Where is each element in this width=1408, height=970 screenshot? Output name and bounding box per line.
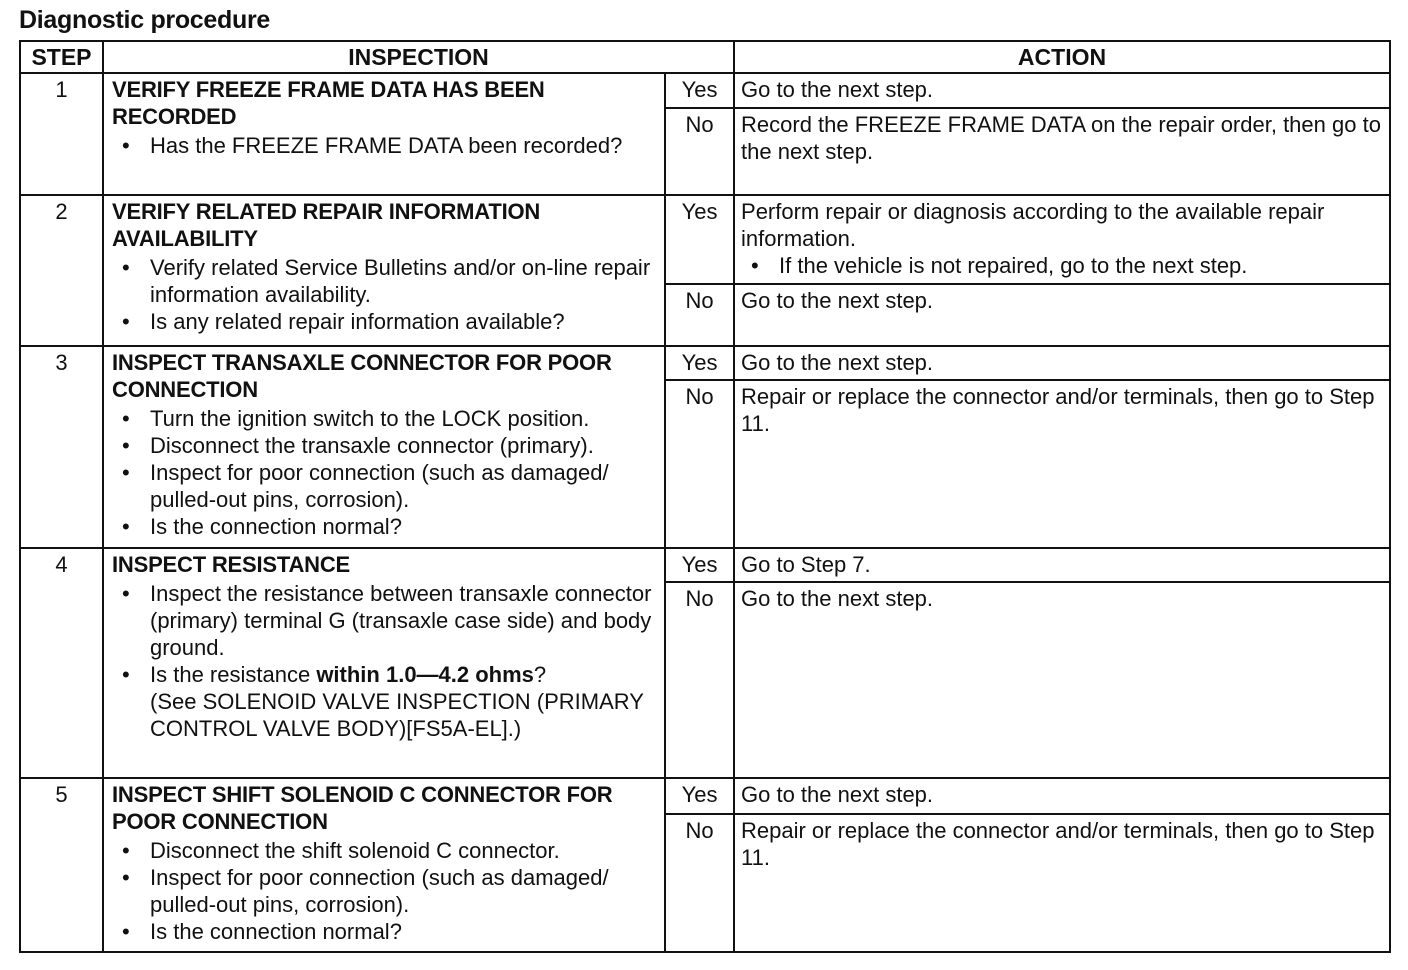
yes-label: Yes xyxy=(665,195,734,284)
bullet-text: ? xyxy=(533,662,547,687)
no-action: Repair or replace the connector and/or terminals, then go to Step 11. xyxy=(734,814,1390,952)
page-title: Diagnostic procedure xyxy=(19,6,270,34)
inspection-cell xyxy=(103,73,665,195)
inspection-cell xyxy=(103,548,665,778)
inspection-bullet-resistance xyxy=(150,661,658,742)
inspection-heading: INSPECT RESISTANCE xyxy=(112,552,351,577)
inspection-bullet: • Verify related Service Bulletins and/or on-line repair information availability. xyxy=(150,254,658,308)
inspection-bullet: • Disconnect the transaxle connector (primary). xyxy=(150,432,658,459)
inspection-bullet: • Turn the ignition switch to the LOCK position. xyxy=(150,405,658,432)
yes-action: Go to the next step. xyxy=(734,73,1390,108)
header-inspection: INSPECTION xyxy=(103,41,734,73)
step-number: 4 xyxy=(20,548,103,778)
inspection-bullet: • Inspect the resistance between transaxle connector (primary) terminal G (transaxle case side) and body ground. xyxy=(150,580,658,661)
yes-action: Perform repair or diagnosis according to the available repair information. xyxy=(741,199,1325,251)
yes-label: Yes xyxy=(665,346,734,380)
header-step: STEP xyxy=(20,41,103,73)
table-row xyxy=(20,195,1390,284)
resistance-spec: within 1.0—4.2 ohms xyxy=(316,662,534,687)
yes-label: Yes xyxy=(665,778,734,814)
yes-action: Go to Step 7. xyxy=(734,548,1390,582)
table-row xyxy=(20,73,1390,108)
inspection-heading: INSPECT TRANSAXLE CONNECTOR FOR POOR CONNECTION xyxy=(112,350,612,402)
inspection-heading: VERIFY RELATED REPAIR INFORMATION AVAILABILITY xyxy=(112,199,541,251)
yes-label: Yes xyxy=(665,548,734,582)
no-label: No xyxy=(665,284,734,346)
step-number: 2 xyxy=(20,195,103,346)
no-action: Go to the next step. xyxy=(734,582,1390,778)
inspection-bullet: • Inspect for poor connection (such as damaged/ pulled-out pins, corrosion). xyxy=(150,864,658,918)
inspection-bullet: • Is the connection normal? xyxy=(150,918,658,945)
table-row xyxy=(20,778,1390,814)
no-action: Go to the next step. xyxy=(734,284,1390,346)
inspection-heading: VERIFY FREEZE FRAME DATA HAS BEEN RECORDED xyxy=(112,77,545,129)
inspection-bullet: • Inspect for poor connection (such as damaged/ pulled-out pins, corrosion). xyxy=(150,459,658,513)
yes-action-cell xyxy=(734,195,1390,284)
header-row xyxy=(20,41,1390,73)
inspection-cell xyxy=(103,346,665,548)
step-number: 5 xyxy=(20,778,103,952)
table-row xyxy=(20,548,1390,582)
inspection-cell xyxy=(103,195,665,346)
yes-label: Yes xyxy=(665,73,734,108)
inspection-bullet: • Is any related repair information available? xyxy=(150,308,658,335)
step-number: 1 xyxy=(20,73,103,195)
inspection-heading: INSPECT SHIFT SOLENOID C CONNECTOR FOR POOR CONNECTION xyxy=(112,782,613,834)
header-action: ACTION xyxy=(734,41,1390,73)
no-action: Record the FREEZE FRAME DATA on the repair order, then go to the next step. xyxy=(734,108,1390,195)
inspection-bullet: • Has the FREEZE FRAME DATA been recorded? xyxy=(150,132,658,159)
diagnostic-table xyxy=(19,40,1391,953)
no-label: No xyxy=(665,582,734,778)
action-bullet: • If the vehicle is not repaired, go to the next step. xyxy=(779,252,1383,279)
step-number: 3 xyxy=(20,346,103,548)
no-label: No xyxy=(665,380,734,548)
inspection-bullet: • Disconnect the shift solenoid C connector. xyxy=(150,837,658,864)
yes-action: Go to the next step. xyxy=(734,778,1390,814)
yes-action: Go to the next step. xyxy=(734,346,1390,380)
no-action: Repair or replace the connector and/or terminals, then go to Step 11. xyxy=(734,380,1390,548)
inspection-cell xyxy=(103,778,665,952)
reference-text: (See SOLENOID VALVE INSPECTION (PRIMARY CONTROL VALVE BODY)[FS5A-EL].) xyxy=(150,689,644,741)
no-label: No xyxy=(665,814,734,952)
table-row xyxy=(20,346,1390,380)
bullet-text: Is the resistance xyxy=(150,662,317,687)
no-label: No xyxy=(665,108,734,195)
inspection-bullet: • Is the connection normal? xyxy=(150,513,658,540)
